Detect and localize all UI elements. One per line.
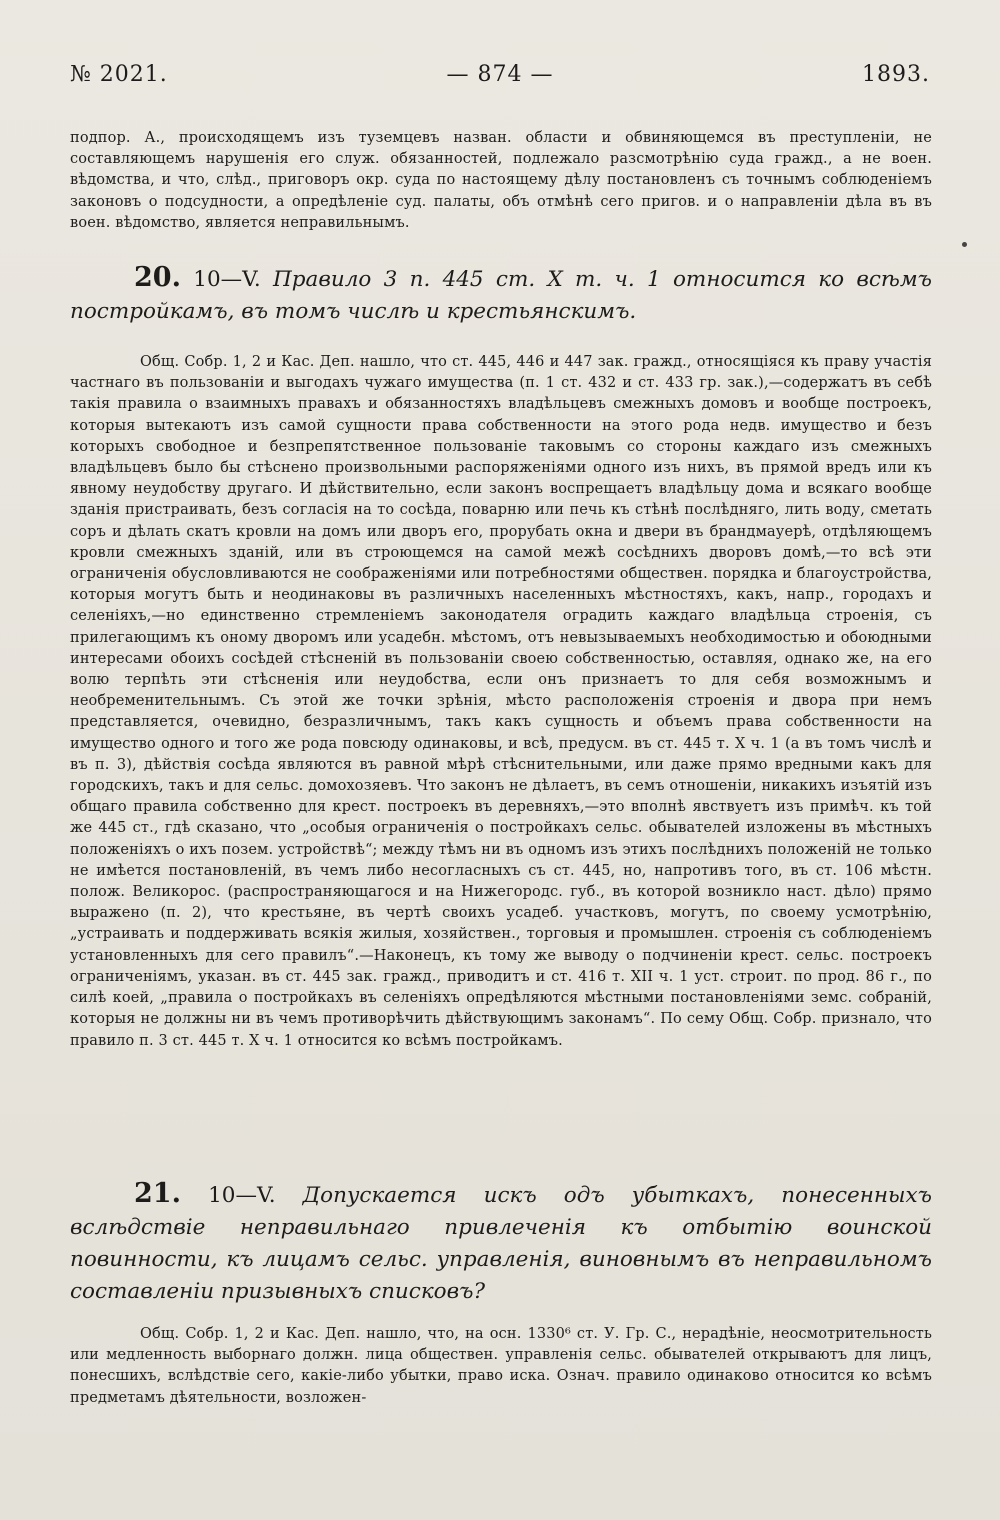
section-20-number: 20. [134,262,181,293]
continuation-text: подпор. А., происходящемъ изъ туземцевъ назван. области и обвиняющемся въ преступленіи, не составляющемъ нарушенія его служ. обязанностей, подлежало разсмотрѣнію суда гражд., а не воен. вѣдомства, и что, слѣд., приговоръ окр. суда по настоящему дѣлу постановленъ съ точнымъ соблюденіемъ законовъ о подсудности, а опредѣленіе суд. палаты, объ отмѣнѣ сего пригов. и о направленіи дѣла въ въ воен. вѣдомство, является неправильнымъ. [70,130,932,231]
page-number: — 874 — [446,62,554,87]
running-header [70,62,930,94]
section-20-body [70,352,932,1052]
section-21-title: Допускается искъ одъ убыткахъ, понесенныхъ вслѣдствіе неправильнаго привлеченія къ отбытію воинской повинности, къ лицамъ сельс. управленія, виновнымъ въ неправильномъ составленіи призывныхъ списковъ? [70,1183,933,1304]
decree-number: № 2021. [70,62,168,87]
section-20-title: Правило 3 п. 445 ст. X т. ч. 1 относится ко всѣмъ постройкамъ, въ томъ числѣ и крестьянскимъ. [70,267,933,324]
section-20-heading [70,262,932,328]
section-21-heading-line [70,1178,932,1308]
section-21-body [70,1324,932,1409]
section-20-heading-line [70,262,932,328]
section-21-number: 21. [134,1178,181,1209]
year: 1893. [862,62,930,87]
section-21-text: Общ. Собр. 1, 2 и Кас. Деп. нашло, что, на осн. 1330⁶ ст. У. Гр. С., нерадѣніе, неосмотрительность или медленность выборнаго должн. лица обществен. управленія сельс. обывателей открываютъ для лицъ, понесшихъ, вслѣдствіе сего, какіе-либо убытки, право иска. Означ. правило одинаково относится ко всѣмъ предметамъ дѣятельности, возложен- [70,1326,932,1406]
section-21-heading [70,1178,932,1308]
section-20-date: 10—V. [193,267,261,292]
section-21-date: 10—V. [208,1183,276,1208]
margin-dot [962,242,967,247]
continuation-paragraph [70,128,932,234]
section-20-text: Общ. Собр. 1, 2 и Кас. Деп. нашло, что ст. 445, 446 и 447 зак. гражд., относящіяся къ праву участія частнаго въ пользованіи и выгодахъ чужаго имущества (п. 1 ст. 432 и ст. 433 гр. зак.),—содержатъ въ себѣ такія правила о взаимныхъ правахъ и обязанностяхъ владѣльцевъ смежныхъ домовъ и вообще построекъ, которыя вытекаютъ изъ самой сущности права собственности на этого рода недв. имущество и безъ которыхъ свободное и безпрепятственное пользованіе таковымъ со стороны каждаго изъ смежныхъ владѣльцевъ было бы стѣснено произвольными распоряженіями одного изъ нихъ, въ прямой вредъ или къ явному неудобству другаго. И дѣйствительно, если законъ воспрещаетъ владѣльцу дома и всякаго вообще зданія пристраивать, безъ согласія на то сосѣда, поварню или печь къ стѣнѣ послѣдняго, лить воду, сметать соръ и дѣлать скатъ кровли на домъ или дворъ его, прорубать окна и двери въ брандмауерѣ, отдѣляющемъ кровли смежныхъ зданій, или въ строющемся на самой межѣ сосѣднихъ дворовъ домѣ,—то всѣ эти ограниченія обусловливаются не соображеніями или потребностями обществен. порядка и благоустройства, которыя могутъ быть и неодинаковы въ различныхъ населенныхъ мѣстностяхъ, какъ, напр., городахъ и селеніяхъ,—но единственно стремленіемъ законодателя оградить каждаго владѣльца строенія, съ прилегающимъ къ оному дворомъ или усадебн. мѣстомъ, отъ невызываемыхъ необходимостью и обоюдными интересами обоихъ сосѣдей стѣсненій въ пользованіи своею собственностью, оставляя, однако же, на его волю терпѣть эти стѣсненія или неудобства, если онъ признаетъ то для себя возможнымъ и необременительнымъ. Съ этой же точки зрѣнія, мѣсто расположенія строенія и двора при немъ представляется, очевидно, безразличнымъ, такъ какъ сущность и объемъ права собственности на имущество одного и того же рода повсюду одинаковы, и всѣ, предусм. въ ст. 445 т. X ч. 1 (а въ томъ числѣ и въ п. 3), дѣйствія сосѣда являются въ равной мѣрѣ стѣснительными, или даже прямо вредными какъ для городскихъ, такъ и для сельс. домохозяевъ. Что законъ не дѣлаетъ, въ семъ отношеніи, никакихъ изъятій изъ общаго правила собственно для крест. построекъ въ деревняхъ,—это вполнѣ явствуетъ изъ примѣч. къ той же 445 ст., гдѣ сказано, что „особыя ограниченія о постройкахъ сельс. обывателей изложены въ мѣстныхъ положеніяхъ о ихъ позем. устройствѣ“; между тѣмъ ни въ одномъ изъ этихъ послѣднихъ положеній не только не имѣется постановленій, въ чемъ либо несогласныхъ съ ст. 445, но, напротивъ того, въ ст. 106 мѣстн. полож. Великорос. (распространяющагося и на Нижегородс. губ., въ которой возникло наст. дѣло) прямо выражено (п. 2), что крестьяне, въ чертѣ своихъ усадеб. участковъ, могутъ, по своему усмотрѣнію, „устраивать и поддерживать всякія жилыя, хозяйствен., торговыя и промышлен. строенія съ соблюденіемъ установленныхъ для сего правилъ“.—Наконецъ, къ тому же выводу о подчиненіи крест. сельс. построекъ ограниченіямъ, указан. въ ст. 445 зак. гражд., приводитъ и ст. 416 т. XII ч. 1 уст. строит. по прод. 86 г., по силѣ коей, „правила о постройкахъ въ селеніяхъ опредѣляются мѣстными постановленіями земс. собраній, которыя не должны ни въ чемъ противорѣчить дѣйствующимъ законамъ“. По сему Общ. Собр. признало, что правило п. 3 ст. 445 т. X ч. 1 относится ко всѣмъ постройкамъ. [70,354,932,1049]
